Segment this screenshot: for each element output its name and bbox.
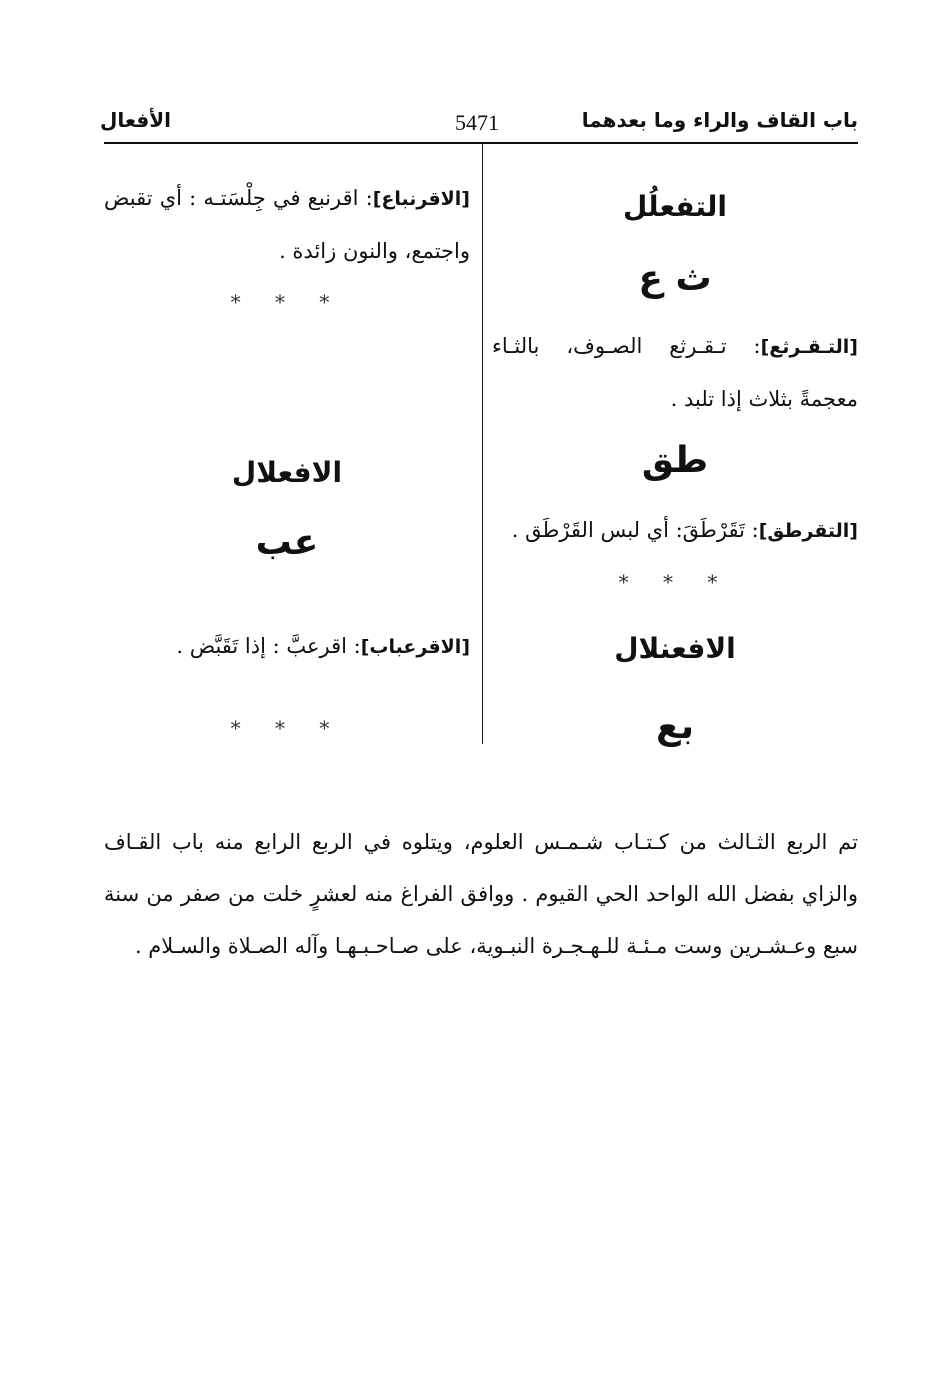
chapter-title: باب القاف والراء وما بعدهما	[581, 108, 858, 132]
header-rule	[104, 142, 858, 144]
entry-term: [الاقرعباب]	[360, 636, 470, 658]
entry-taqartuq	[492, 504, 858, 557]
entry-iqrinba	[104, 172, 470, 277]
entry-term: [الاقرنباع]	[372, 188, 470, 210]
section-heading-ifilal: الافعلال	[231, 456, 343, 489]
entry-definition: : تَقَرْطَقَ: أي لبس القَرْطَق .	[511, 518, 759, 542]
root-heading-ba-ain: بع	[655, 706, 695, 747]
entry-definition: : اقرعبَّ : إذا تَقَبَّض .	[176, 634, 361, 658]
column-divider	[482, 144, 483, 744]
root-heading-tha-ain: ث ع	[638, 258, 712, 299]
root-heading-ain-ba: عب	[255, 522, 319, 563]
entry-definition: : اقرنبع في جِلْسَتـه : أي تقبض واجتمع، والنون زائدة .	[104, 186, 470, 263]
running-head	[100, 108, 858, 144]
section-separator: * * *	[230, 716, 344, 740]
section-separator: * * *	[230, 290, 344, 314]
entry-term: [التقرطق]	[758, 520, 858, 542]
section-separator: * * *	[618, 570, 732, 594]
entry-iqriibab	[104, 620, 470, 673]
page-number: 5471	[455, 110, 499, 135]
colophon-paragraph: تم الربع الثـالث من كـتـاب شـمـس العلوم، ويتلوه في الربع الرابع منه باب القـاف والزاي بفضل الله الواحد الحي القيوم . ووافق الفراغ منه لعشرٍ خلت من صفر من سنة سبع وعـشـرين وست مـئـة للـهـجـرة النبـوية، على صـاحـبـهـا وآله الصـلاة والسـلام .	[104, 830, 858, 958]
section-title: الأفعال	[100, 108, 171, 132]
entry-definition: : تـقـرثع الصـوف، بالثـاء معجمةً بثلاث إذا تلبد .	[492, 334, 858, 411]
section-heading-tafaulul: التفعلُل	[623, 190, 727, 223]
entry-term: [التـقـرثع]	[760, 336, 858, 358]
root-heading-ta-qaf: طق	[641, 440, 709, 481]
section-heading-ifinlal: الافعنلال	[614, 632, 736, 665]
entry-taqartha	[492, 320, 858, 425]
